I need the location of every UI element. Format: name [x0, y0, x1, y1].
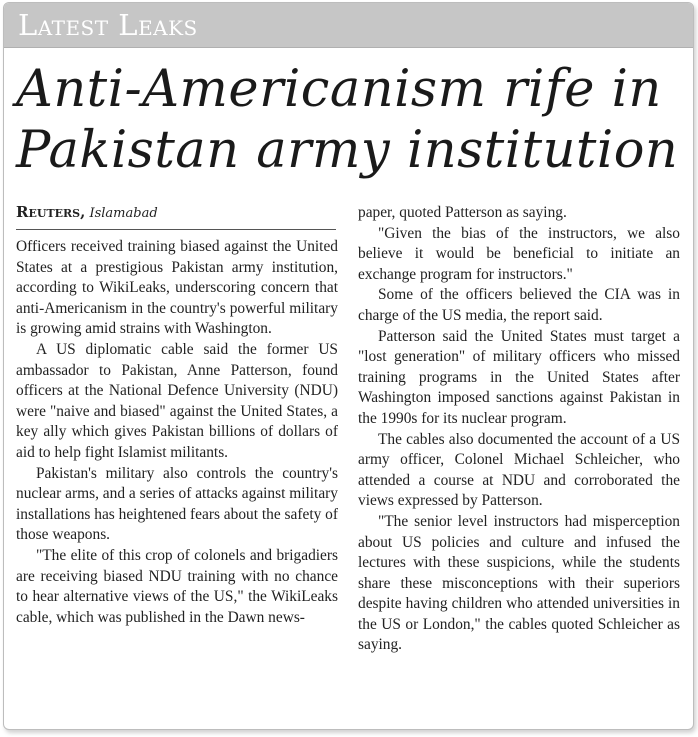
- paragraph: Patterson said the United States must target a "lost generation" of military officers who missed training programs in the United States after Washington imposed sanctions against Pakistan in the 1990s for its nuclear program.: [358, 327, 680, 427]
- section-title: Latest Leaks: [18, 8, 198, 42]
- paragraph: "The elite of this crop of colonels and brigadiers are receiving biased NDU training with no chance to hear alternative views of the US," the WikiLeaks cable, which was published in the Dawn news-: [16, 546, 338, 626]
- article-column-2: [358, 203, 680, 656]
- paragraph: Some of the officers believed the CIA was in charge of the US media, the report said.: [358, 286, 680, 324]
- byline: [16, 203, 336, 230]
- paragraph: "Given the bias of the instructors, we also believe it would be beneficial to initiate an exchange program for instructors.": [358, 224, 680, 283]
- paragraph: The cables also documented the account of a US army officer, Colonel Michael Schleicher, who attended a course at NDU and corroborated the views expressed by Patterson.: [358, 430, 680, 510]
- paragraph: paper, quoted Patterson as saying.: [358, 204, 567, 221]
- headline-line-2: Pakistan army institution: [16, 121, 679, 180]
- paragraph: "The senior level instructors had misperception about US policies and culture and infused the lectures with these suspicions, while the students share these misconceptions with their superiors despite having children who attended universities in the US or London," the cables quoted Schleicher as saying.: [358, 512, 680, 654]
- headline: [16, 59, 686, 181]
- paragraph: A US diplomatic cable said the former US ambassador to Pakistan, Anne Patterson, found officers at the National Defence University (NDU) were "naive and biased" against the United States, a key ally which gives Pakistan billions of dollars of aid to help fight Islamist militants.: [16, 340, 338, 461]
- headline-line-1: Anti-Americanism rife in: [16, 60, 662, 119]
- article-column-1: [16, 237, 338, 628]
- section-banner: [4, 3, 693, 48]
- byline-agency: Reuters,: [16, 203, 86, 221]
- byline-location: Islamabad: [89, 206, 158, 221]
- paragraph: Pakistan's military also controls the country's nuclear arms, and a series of attacks against military installations has heightened fears about the safety of those weapons.: [16, 464, 338, 544]
- news-clipping: [3, 2, 694, 730]
- paragraph: Officers received training biased against the United States at a prestigious Pakistan army institution, according to WikiLeaks, underscoring concern that anti-Americanism in the country's powerful military is growing amid strains with Washington.: [16, 238, 338, 338]
